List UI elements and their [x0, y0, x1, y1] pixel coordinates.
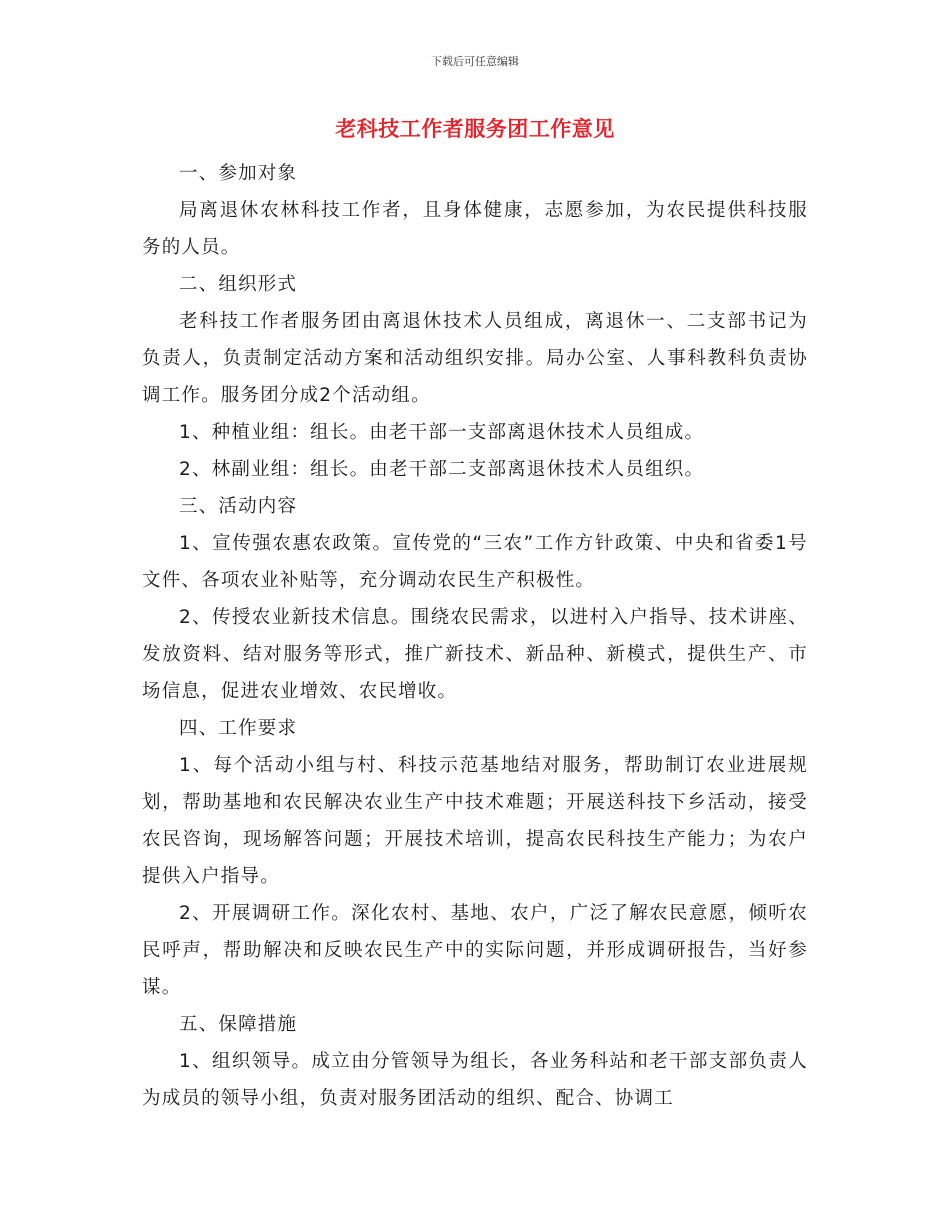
paragraph-organization: 老科技工作者服务团由离退休技术人员组成，离退休一、二支部书记为负责人，负责制定活动方案和活动组织安排。局办公室、人事科教科负责协调工作。服务团分成2个活动组。: [142, 311, 808, 406]
document-body: [142, 155, 808, 1117]
paragraph-research: 2、开展调研工作。深化农村、基地、农户，广泛了解农民意愿，倾听农民呼声，帮助解决和反映农民生产中的实际问题，并形成调研报告，当好参谋。: [142, 903, 808, 998]
paragraph-paired-service: 1、每个活动小组与村、科技示范基地结对服务，帮助制订农业进展规划，帮助基地和农民解决农业生产中技术难题；开展送科技下乡活动，接受农民咨询，现场解答问题；开展技术培训，提高农民科技生产能力；为农户提供入户指导。: [142, 755, 808, 887]
section-heading-organization: 二、组织形式: [179, 274, 298, 295]
page-header-note: 下载后可任意编辑: [431, 55, 519, 68]
paragraph-participants: 局离退休农林科技工作者，且身体健康，志愿参加，为农民提供科技服务的人员。: [142, 200, 808, 258]
paragraph-leadership: 1、组织领导。成立由分管领导为组长，各业务科站和老干部支部负责人为成员的领导小组，负责对服务团活动的组织、配合、协调工: [142, 1051, 808, 1109]
section-heading-activities: 三、活动内容: [179, 496, 298, 517]
paragraph-technology-transfer: 2、传授农业新技术信息。围绕农民需求，以进村入户指导、技术讲座、发放资料、结对服务等形式，推广新技术、新品种、新模式，提供生产、市场信息，促进农业增效、农民增收。: [142, 607, 808, 702]
paragraph-forestry-group: 2、林副业组：组长。由老干部二支部离退休技术人员组织。: [179, 459, 705, 480]
section-heading-safeguards: 五、保障措施: [179, 1014, 298, 1035]
document-title: 老科技工作者服务团工作意见: [335, 117, 615, 141]
paragraph-policy-promotion: 1、宣传强农惠农政策。宣传党的“三农”工作方针政策、中央和省委1号文件、各项农业补贴等，充分调动农民生产积极性。: [142, 533, 808, 591]
paragraph-planting-group: 1、种植业组：组长。由老干部一支部离退休技术人员组成。: [179, 422, 705, 443]
section-heading-participants: 一、参加对象: [179, 163, 298, 184]
section-heading-requirements: 四、工作要求: [179, 718, 298, 739]
